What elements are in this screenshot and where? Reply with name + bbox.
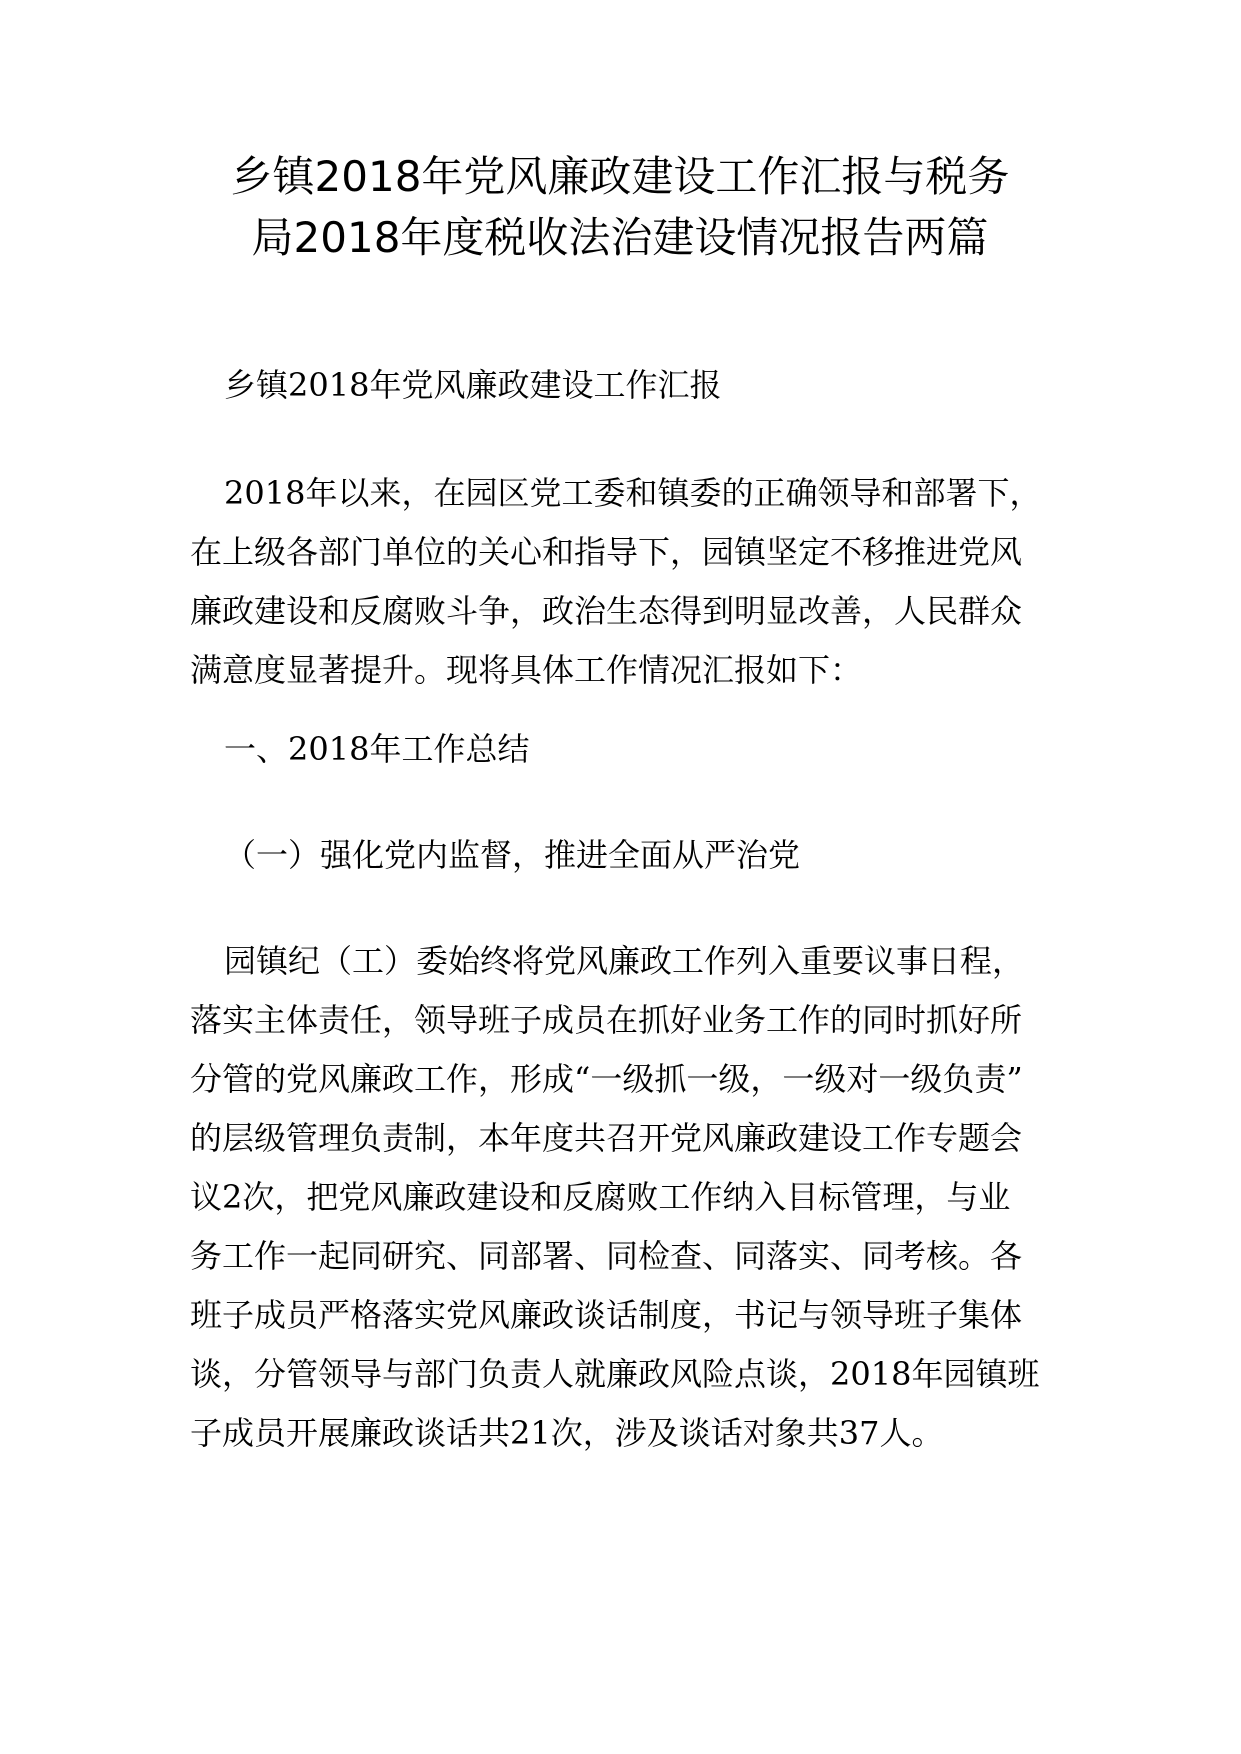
paragraph-line: 子成员开展廉政谈话共21次，涉及谈话对象共37人。: [190, 1414, 944, 1452]
paragraph-line: 谈，分管领导与部门负责人就廉政风险点谈，2018年园镇班: [190, 1355, 1040, 1393]
report-subtitle: 乡镇2018年党风廉政建设工作汇报: [224, 366, 722, 404]
title-line: 局2018年度税收法治建设情况报告两篇: [251, 213, 989, 262]
intro-paragraph: [190, 464, 1070, 700]
paragraph-line: 廉政建设和反腐败斗争，政治生态得到明显改善，人民群众: [190, 592, 1023, 630]
paragraph-line: 的层级管理负责制，本年度共召开党风廉政建设工作专题会: [190, 1119, 1023, 1157]
paragraph-line: 落实主体责任，领导班子成员在抓好业务工作的同时抓好所: [190, 1001, 1023, 1039]
paragraph-line: 2018年以来，在园区党工委和镇委的正确领导和部署下，: [224, 474, 1042, 512]
subsection-heading: （一）强化党内监督，推进全面从严治党: [224, 836, 801, 874]
paragraph-line: 园镇纪（工）委始终将党风廉政工作列入重要议事日程，: [224, 942, 1025, 980]
document-title: [160, 146, 1080, 268]
paragraph-line: 务工作一起同研究、同部署、同检查、同落实、同考核。各: [190, 1237, 1023, 1275]
body-paragraph: [190, 932, 1070, 1463]
paragraph-line: 班子成员严格落实党风廉政谈话制度，书记与领导班子集体: [190, 1296, 1023, 1334]
paragraph-line: 满意度显著提升。现将具体工作情况汇报如下：: [190, 651, 863, 689]
title-line: 乡镇2018年党风廉政建设工作汇报与税务: [230, 152, 1010, 201]
paragraph-line: 议2次，把党风廉政建设和反腐败工作纳入目标管理，与业: [190, 1178, 1011, 1216]
paragraph-line: 分管的党风廉政工作，形成“一级抓一级，一级对一级负责”: [190, 1060, 1023, 1098]
paragraph-line: 在上级各部门单位的关心和指导下，园镇坚定不移推进党风: [190, 533, 1023, 571]
section-heading: 一、2018年工作总结: [224, 730, 530, 768]
